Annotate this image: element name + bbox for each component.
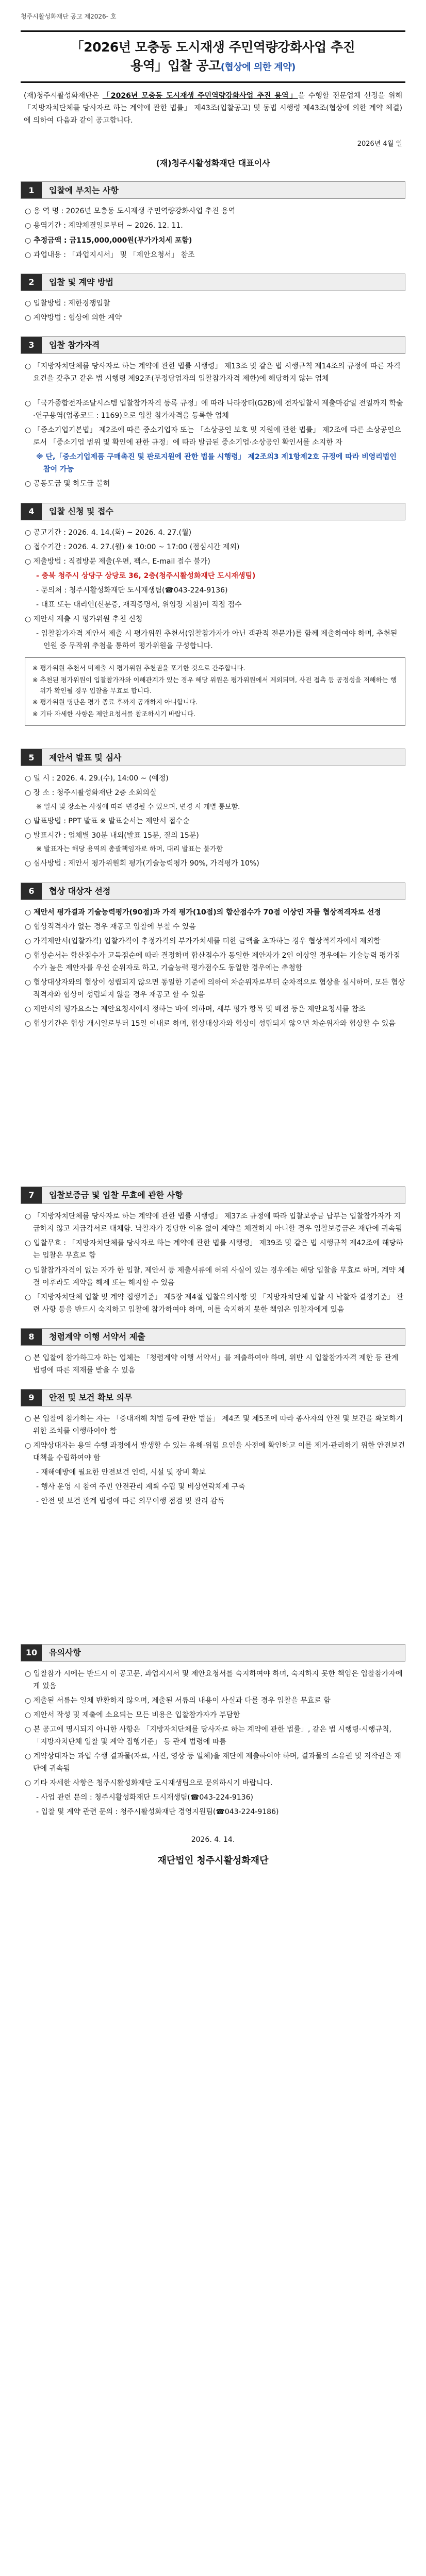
section-6-title: 협상 대상자 선정	[49, 886, 111, 896]
list-item: ○ 본 공고에 명시되지 아니한 사항은 「지방자치단체를 당사자로 하는 계약에 관한 법률」, 같은 법 시행령·시행규칙, 「지방자치단체 입찰 및 계약 집행기준」 등 관계 법령에 따름	[25, 1725, 391, 1746]
section-8-body	[25, 1352, 405, 1377]
section-10-title: 유의사항	[49, 1647, 81, 1657]
list-item: ○ 심사방법 : 제안서 평가위원회 평가(기술능력평가 90%, 가격평가 10%)	[25, 859, 259, 868]
list-item: ○ 제안서의 평가요소는 제안요청서에서 정하는 바에 의하며, 세부 평가 항목 및 배점 등은 제안요청서를 참조	[25, 1005, 366, 1014]
notice-item: ※ 추천된 평가위원이 입찰참가자와 이해관계가 있는 경우 해당 위원은 평가위원에서 제외되며, 사전 접촉 등 공정성을 저해하는 행위가 확인될 경우 입찰을 무효로 합니다.	[32, 675, 397, 694]
title-line-1: 「2026년 모충동 도시재생 주민역량강화사업 추진	[71, 39, 355, 55]
section-5-number: 5	[21, 749, 42, 766]
list-item: ○ 일 시 : 2026. 4. 29.(수), 14:00 ~ (예정)	[25, 774, 169, 783]
doc-number: 청주시활성화재단 공고 제2026- 호	[21, 13, 117, 20]
section-7-title: 입찰보증금 및 입찰 무효에 관한 사항	[49, 1190, 183, 1200]
section-10-number: 10	[21, 1645, 42, 1661]
section-6-header	[21, 883, 405, 900]
section-8-title: 청렴계약 이행 서약서 제출	[49, 1332, 145, 1342]
notice-organization: (재)청주시활성화재단 대표이사	[156, 158, 270, 168]
list-item: - 안전 및 보건 관계 법령에 따른 의무이행 점검 및 관리 감독	[36, 1497, 225, 1506]
section-7-body	[25, 1210, 405, 1316]
section-10-body	[25, 1668, 405, 1819]
list-item: ○ 「지방자치단체를 당사자로 하는 계약에 관한 법률 시행령」 제13조 및 같은 법 시행규칙 제14조의 규정에 따른 자격요건을 갖추고 같은 법 시행령 제92조(부정당업자의 입찰참가자격 제한)에 해당하지 않는 업체	[25, 362, 401, 383]
notice-box	[25, 657, 405, 726]
intro-paragraph	[24, 90, 402, 127]
section-5-header	[21, 749, 405, 766]
list-item: - 입찰참가자격 제안서 제출 시 평가위원 추천서(입찰참가자가 아닌 객관적 전문가)를 함께 제출하여야 하며, 추천된 인원 중 무작위 추첨을 통하여 평가위원을 구성합니다.	[36, 630, 398, 651]
section-9-title: 안전 및 보건 확보 의무	[49, 1393, 133, 1403]
section-3-title: 입찰 참가자격	[49, 340, 100, 350]
intro-text-b: 을 수행할 전문업체 선정을 위해 「지방자치단체를 당사자로 하는 계약에 관한 법률」 제43조(입찰공고) 및 동법 시행령 제43조(협상에 의한 계약 체결)에 의하여 다음과 같이 공고합니다.	[24, 92, 402, 125]
list-item: ○ 과업내용 : 「과업지시서」 및 「제안요청서」 참조	[25, 250, 195, 259]
list-item: ○ 제안서 작성 및 제출에 소요되는 모든 비용은 입찰참가자가 부담함	[25, 1710, 240, 1719]
list-item: ○ 계약상대자는 용역 수행 과정에서 발생할 수 있는 유해·위험 요인을 사전에 확인하고 이를 제거·관리하기 위한 안전보건 대책을 수립하여야 함	[25, 1442, 405, 1463]
section-3-number: 3	[21, 337, 42, 353]
section-8-number: 8	[21, 1329, 42, 1345]
list-item: ○ 협상기간은 협상 개시일로부터 15일 이내로 하며, 협상대상자와 협상이 성립되지 않으면 차순위자와 협상할 수 있음	[25, 1020, 396, 1028]
notice-date: 2026년 4월 일	[357, 140, 402, 148]
section-2-number: 2	[21, 274, 42, 291]
list-item: ○ 발표방법 : PPT 발표 ※ 발표순서는 제안서 접수순	[25, 817, 190, 825]
list-item: ○ 가격제안서(입찰가격) 입찰가격이 추정가격의 부가가치세를 더한 금액을 초과하는 경우 협상적격자에서 제외함	[25, 937, 381, 945]
section-4-number: 4	[21, 503, 42, 520]
section-1-body	[25, 205, 405, 261]
section-1-number: 1	[21, 182, 42, 198]
list-item: - 행사 운영 시 참여 주민 안전관리 계획 수립 및 비상연락체계 구축	[36, 1483, 245, 1492]
list-item: ○ 본 입찰에 참가하고자 하는 업체는 「청렴계약 이행 서약서」를 제출하여야 하며, 위반 시 입찰참가자격 제한 등 관계 법령에 따른 제재를 받을 수 있음	[25, 1353, 399, 1375]
list-item: - 대표 또는 대리인(신분증, 재직증명서, 위임장 지참)이 직접 접수	[36, 600, 242, 609]
list-item: - 충북 청주시 상당구 상당로 36, 2층(청주시활성화재단 도시재생팀)	[36, 571, 256, 580]
page-title	[25, 38, 401, 76]
section-4-title: 입찰 신청 및 접수	[49, 506, 113, 516]
section-4-header	[21, 503, 405, 520]
list-item: ○ 협상순서는 합산점수가 고득점순에 따라 결정하며 합산점수가 동일한 제안자가 2인 이상일 경우에는 기술능력 평가점수가 높은 제안자를 우선 순위자로 하고, 기술능력 평가점수도 동일한 경우에는 추첨함	[25, 951, 401, 972]
list-item: ○ 공고기간 : 2026. 4. 14.(화) ~ 2026. 4. 27.(월)	[25, 528, 192, 537]
section-2-title: 입찰 및 계약 방법	[49, 277, 113, 287]
list-item: ※ 발표자는 해당 용역의 총괄책임자로 하며, 대리 발표는 불가함	[36, 845, 223, 854]
list-item: ○ 입찰참가 시에는 반드시 이 공고문, 과업지시서 및 제안요청서를 숙지하여야 하며, 숙지하지 못한 책임은 입찰참가자에게 있음	[25, 1669, 403, 1690]
section-5-title: 제안서 발표 및 심사	[49, 752, 122, 762]
list-item: ○ 추정금액 : 금115,000,000원(부가가치세 포함)	[25, 236, 192, 245]
title-contract-type: (협상에 의한 계약)	[220, 61, 296, 73]
list-item: ※ 일시 및 장소는 사정에 따라 변경될 수 있으며, 변경 시 개별 통보함.	[36, 803, 240, 811]
section-9-header	[21, 1389, 405, 1406]
section-7-number: 7	[21, 1187, 42, 1204]
list-item: ○ 입찰방법 : 제한경쟁입찰	[25, 299, 110, 308]
section-3-header	[21, 336, 405, 354]
notice-item: ※ 평가위원 추천서 미제출 시 평가위원 추천권을 포기한 것으로 간주합니다.	[32, 664, 245, 672]
section-5-body	[25, 772, 405, 870]
section-9-body	[25, 1413, 405, 1508]
list-item: ○ 입찰참가자격이 없는 자가 한 입찰, 제안서 등 제출서류에 허위 사실이 있는 경우에는 해당 입찰을 무효로 하며, 계약 체결 이후라도 계약을 해제 또는 해지할 수 있음	[25, 1266, 405, 1287]
list-item: ○ 제안서 제출 시 평가위원 추천 신청	[25, 615, 143, 624]
list-item: ○ 「지방자치단체를 당사자로 하는 계약에 관한 법률 시행령」 제37조 규정에 따라 입찰보증금 납부는 입찰참가자가 지급하지 않고 지급각서로 대체함. 낙찰자가 정당한 이유 없이 계약을 체결하지 아니할 경우 입찰보증금은 재단에 귀속됨	[25, 1212, 402, 1233]
list-item: ○ 계약상대자는 과업 수행 결과물(자료, 사진, 영상 등 일체)을 재단에 제출하여야 하며, 결과물의 소유권 및 저작권은 재단에 귀속됨	[25, 1752, 401, 1773]
section-3-body	[25, 360, 405, 490]
intro-text-a: (재)청주시활성화재단은	[24, 92, 103, 100]
list-item: - 문의처 : 청주시활성화재단 도시재생팀(☎043-224-9136)	[36, 586, 228, 595]
list-item: ○ 「지방자치단체 입찰 및 계약 집행기준」 제5장 제4절 입찰유의사항 및 「지방자치단체 입찰 시 낙찰자 결정기준」 관련 사항 등을 반드시 숙지하고 입찰에 참가하여야 하며, 이를 숙지하지 못한 책임은 입찰자에게 있음	[25, 1293, 404, 1314]
list-item: ○ 「국가종합전자조달시스템 입찰참가자격 등록 규정」에 따라 나라장터(G2B)에 전자입찰서 제출마감일 전일까지 학술·연구용역(업종코드 : 1169)으로 입찰 참가자격을 등록한 업체	[25, 399, 403, 420]
section-4-body	[25, 527, 405, 726]
list-item: ○ 기타 자세한 사항은 청주시활성화재단 도시재생팀으로 문의하시기 바랍니다.	[25, 1779, 273, 1788]
list-item: ○ 장 소 : 청주시활성화재단 2층 소회의실	[25, 789, 157, 798]
list-item: ○ 협상적격자가 없는 경우 재공고 입찰에 부칠 수 있음	[25, 922, 196, 931]
list-item: - 입찰 및 계약 관련 문의 : 청주시활성화재단 경영지원팀(☎043-224-9186)	[36, 1808, 279, 1817]
list-item: ○ 제출된 서류는 일체 반환하지 않으며, 제출된 서류의 내용이 사실과 다를 경우 입찰을 무효로 함	[25, 1696, 331, 1705]
section-1-header	[21, 181, 405, 199]
section-8-header	[21, 1328, 405, 1346]
notice-item: ※ 기타 자세한 사항은 제안요청서를 참조하시기 바랍니다.	[32, 709, 196, 718]
list-item: ○ 제안서 평가결과 기술능력평가(90점)과 가격 평가(10점)의 합산점수가 70점 이상인 자를 협상적격자로 선정	[25, 908, 381, 917]
title-box	[21, 30, 405, 83]
section-1-title: 입찰에 부치는 사항	[49, 185, 119, 195]
title-line-2: 용역」입찰 공고	[130, 58, 221, 73]
section-2-header	[21, 274, 405, 291]
list-item: ○ 용 역 명 : 2026년 모충동 도시재생 주민역량강화사업 추진 용역	[25, 207, 236, 216]
list-item: ○ 용역기간 : 계약체결일로부터 ~ 2026. 12. 11.	[25, 222, 183, 230]
section-2-body	[25, 297, 405, 324]
closing-date: 2026. 4. 14.	[191, 1836, 235, 1844]
list-item: ○ 제출방법 : 직접방문 제출(우편, 팩스, E-mail 접수 불가)	[25, 557, 210, 566]
intro-highlight: 「2026년 모충동 도시재생 주민역량강화사업 추진 용역」	[102, 92, 298, 100]
list-item: ○ 협상대상자와의 협상이 성립되지 않으면 동일한 기준에 의하여 차순위자로부터 순차적으로 협상을 실시하며, 모든 협상적격자와 협상이 성립되지 않을 경우 재공고 할 수 있음	[25, 978, 405, 999]
list-item: - 재해예방에 필요한 안전보건 인력, 시설 및 장비 확보	[36, 1468, 206, 1477]
section-6-body	[25, 906, 405, 1030]
section-7-header	[21, 1187, 405, 1204]
list-item: ○ 접수기간 : 2026. 4. 27.(월) ※ 10:00 ~ 17:00 (점심시간 제외)	[25, 543, 240, 551]
list-item: ○ 계약방법 : 협상에 의한 계약	[25, 313, 122, 322]
section-10-header	[21, 1644, 405, 1662]
list-item: ○ 본 입찰에 참가하는 자는 「중대재해 처벌 등에 관한 법률」 제4조 및 제5조에 따라 종사자의 안전 및 보건을 확보하기 위한 조치를 이행하여야 함	[25, 1414, 403, 1436]
closing-organization: 재단법인 청주시활성화재단	[157, 1855, 269, 1867]
notice-item: ※ 평가위원 명단은 평가 종료 후까지 공개하지 아니합니다.	[32, 698, 198, 706]
section-9-number: 9	[21, 1389, 42, 1406]
list-item: ※ 단,「중소기업제품 구매촉진 및 판로지원에 관한 법률 시행령」 제2조의3 제1항제2호 규정에 따라 비영리법인 참여 가능	[36, 453, 397, 474]
list-item: ○ 입찰무효 : 「지방자치단체를 당사자로 하는 계약에 관한 법률 시행령」 제39조 및 같은 법 시행규칙 제42조에 해당하는 입찰은 무효로 함	[25, 1239, 403, 1260]
list-item: ○ 발표시간 : 업체별 30분 내외(발표 15분, 질의 15분)	[25, 831, 199, 840]
section-6-number: 6	[21, 883, 42, 900]
list-item: ○ 공동도급 및 하도급 불허	[25, 480, 110, 488]
list-item: - 사업 관련 문의 : 청주시활성화재단 도시재생팀(☎043-224-9136)	[36, 1793, 253, 1802]
list-item: ○ 「중소기업기본법」 제2조에 따른 중소기업자 또는 「소상공인 보호 및 지원에 관한 법률」 제2조에 따른 소상공인으로서 「중소기업 범위 및 확인에 관한 규정」에 따라 발급된 중소기업·소상공인 확인서를 소지한 자	[25, 426, 401, 447]
